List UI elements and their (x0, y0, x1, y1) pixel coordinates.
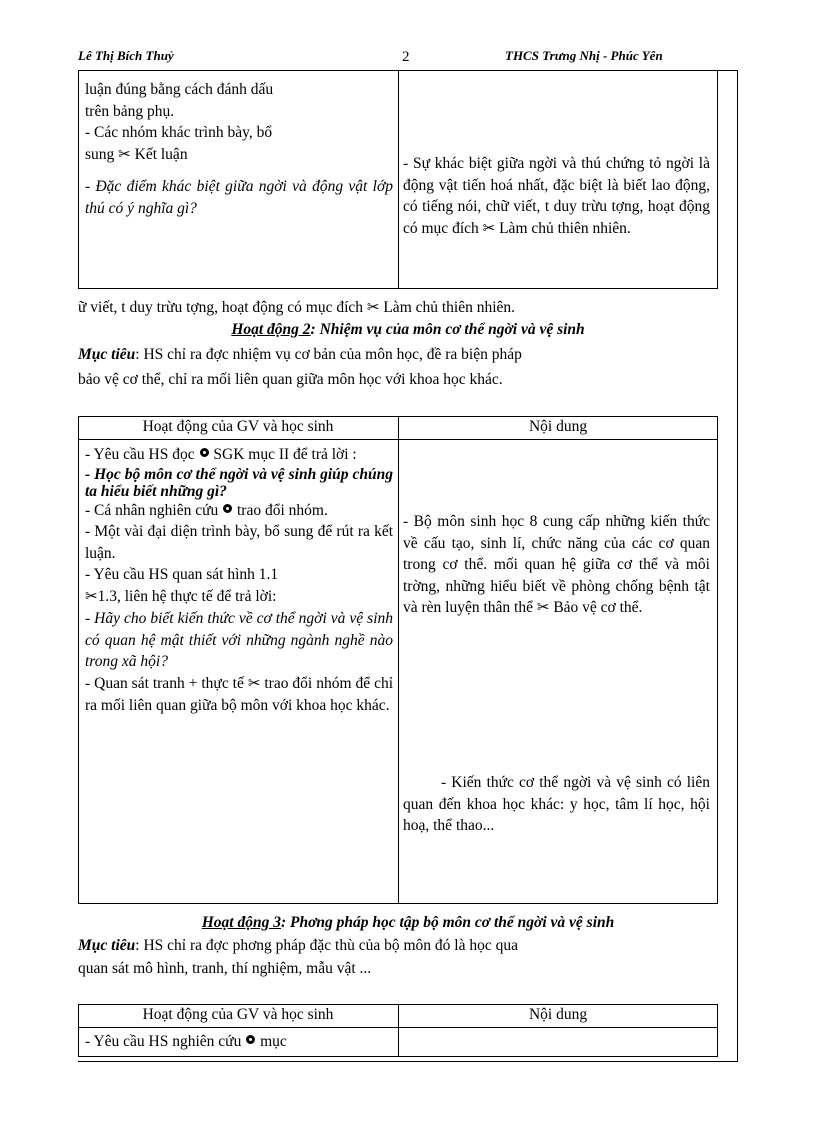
table1-right-text: - Sự khác biệt giữa ngời và thú chứng tỏ ngời là động vật tiến hoá nhất, đặc biệt là biết lao động, có tiếng nói, chữ viết, t duy trừu tợng, hoạt động có mục đích ✂ Làm chủ thiên nhiên. (403, 155, 710, 237)
arrow-icon: ✂ (247, 675, 261, 692)
table2-left-p5: - Quan sát tranh + thực tế ✂ trao đổi nhóm để chỉ ra mối liên quan giữa bộ môn với khoa học khác. (85, 674, 394, 714)
activity2-title: Hoạt động 2: Nhiệm vụ của môn cơ thể ngời và vệ sinh (231, 321, 585, 338)
arrow-icon: ✂ (536, 600, 550, 616)
activity3-title: Hoạt động 3: Phơng pháp học tập bộ môn cơ thể ngời và vệ sinh (201, 914, 615, 931)
table2-left-p2: - Cá nhân nghiên cứu trao đổi nhóm. (85, 501, 328, 519)
table2-question2: - Hãy cho biết kiến thức về cơ thể ngời và vệ sinh có quan hệ mật thiết với những ngành nghề nào trong xã hội? (85, 610, 393, 670)
table2-right-cell-2 (403, 772, 710, 837)
school-name: THCS Trưng Nhị - Phúc Yên (505, 48, 663, 63)
arrow-icon: ✂ (85, 588, 98, 605)
reading-marker-icon (246, 1035, 255, 1044)
table2-left-p1: - Yêu cầu HS đọc SGK mục II để trả lời : (85, 446, 357, 463)
arrow-icon: ✂ (482, 220, 496, 237)
table1-left-line2: trên bảng phụ. (85, 102, 175, 120)
page-number: 2 (402, 49, 410, 65)
activity3-goal-line1: Mục tiêu: HS chỉ ra đợc phơng pháp đặc thù của bộ môn đó là học qua (78, 937, 518, 954)
table2-right-border (717, 416, 718, 903)
table1-bottom-border (78, 288, 718, 289)
table3-left-cell: - Yêu cầu HS nghiên cứu mục (85, 1033, 287, 1050)
table2-left-border (78, 416, 79, 903)
table1-left-line1: luận đúng bằng cách đánh dấu (85, 81, 274, 98)
table2-right-cell-1 (403, 511, 710, 620)
arrow-icon: ✂ (366, 300, 380, 316)
activity2-goal-line2: bảo vệ cơ thể, chỉ ra mối liên quan giữa môn học với khoa học khác. (78, 371, 503, 388)
table3-col2-header: Nội dung (528, 1006, 588, 1023)
table2-divider (398, 416, 399, 903)
table1-divider (398, 71, 399, 288)
table1-left-line4: sung ✂ Kết luận (85, 145, 188, 163)
table2-bottom-border (78, 903, 718, 904)
table1-right-border (717, 71, 718, 288)
activity3-goal-line2: quan sát mô hình, tranh, thí nghiệm, mẫu vật ... (78, 960, 372, 977)
table2-right-r1: - Bộ môn sinh học 8 cung cấp những kiến thức về cấu tạo, sinh lí, chức năng của các cơ quan trong cơ thể. mối quan hệ giữa cơ thể và môi trờng, những hiểu biết về phòng chống bệnh tật và rèn luyện thân thể ✂ Bảo vệ cơ thể. (403, 513, 710, 616)
header-rule (78, 70, 738, 71)
table2-left-cell (85, 444, 393, 717)
table2-col2-header: Nội dung (528, 418, 588, 435)
table1-question: - Đặc điểm khác biệt giữa ngời và động vật lớp thú có ý nghĩa gì? (85, 178, 393, 217)
page-frame-bottom (78, 1061, 738, 1062)
table2-left-p3: - Một vài đại diện trình bày, bổ sung để rút ra kết luận. (85, 523, 393, 562)
activity2-goal-line1: Mục tiêu: HS chỉ ra đợc nhiệm vụ cơ bản của môn học, đề ra biện pháp (78, 346, 522, 363)
arrow-icon: ✂ (118, 146, 131, 163)
reading-marker-icon (223, 504, 232, 513)
table3-bottom-border (78, 1056, 718, 1057)
table3-col1-header: Hoạt động của GV và học sinh (142, 1006, 334, 1023)
reading-marker-icon (200, 448, 209, 457)
table1-right-cell (403, 153, 710, 240)
table2-question1: - Học bộ môn cơ thể ngời và vệ sinh giúp chúng ta hiểu biết những gì? (85, 465, 393, 500)
summary-line: ữ viết, t duy trừu tợng, hoạt động có mục đích ✂ Làm chủ thiên nhiên. (78, 299, 516, 316)
author-name: Lê Thị Bích Thuỷ (78, 48, 174, 63)
table1-left-line3: - Các nhóm khác trình bày, bổ (85, 124, 273, 141)
table2-col1-header: Hoạt động của GV và học sinh (142, 418, 334, 435)
table2-right-r2: - Kiến thức cơ thể ngời và vệ sinh có liên quan đến khoa học khác: y học, tâm lí học, hội hoạ, thể thao... (403, 774, 710, 834)
table1-left-cell (85, 79, 393, 219)
table2-left-p4: - Yêu cầu HS quan sát hình 1.1 (85, 566, 279, 583)
table2-left-p4b: ✂1.3, liên hệ thực tế để trả lời: (85, 587, 277, 605)
table1-left-border (78, 71, 79, 288)
